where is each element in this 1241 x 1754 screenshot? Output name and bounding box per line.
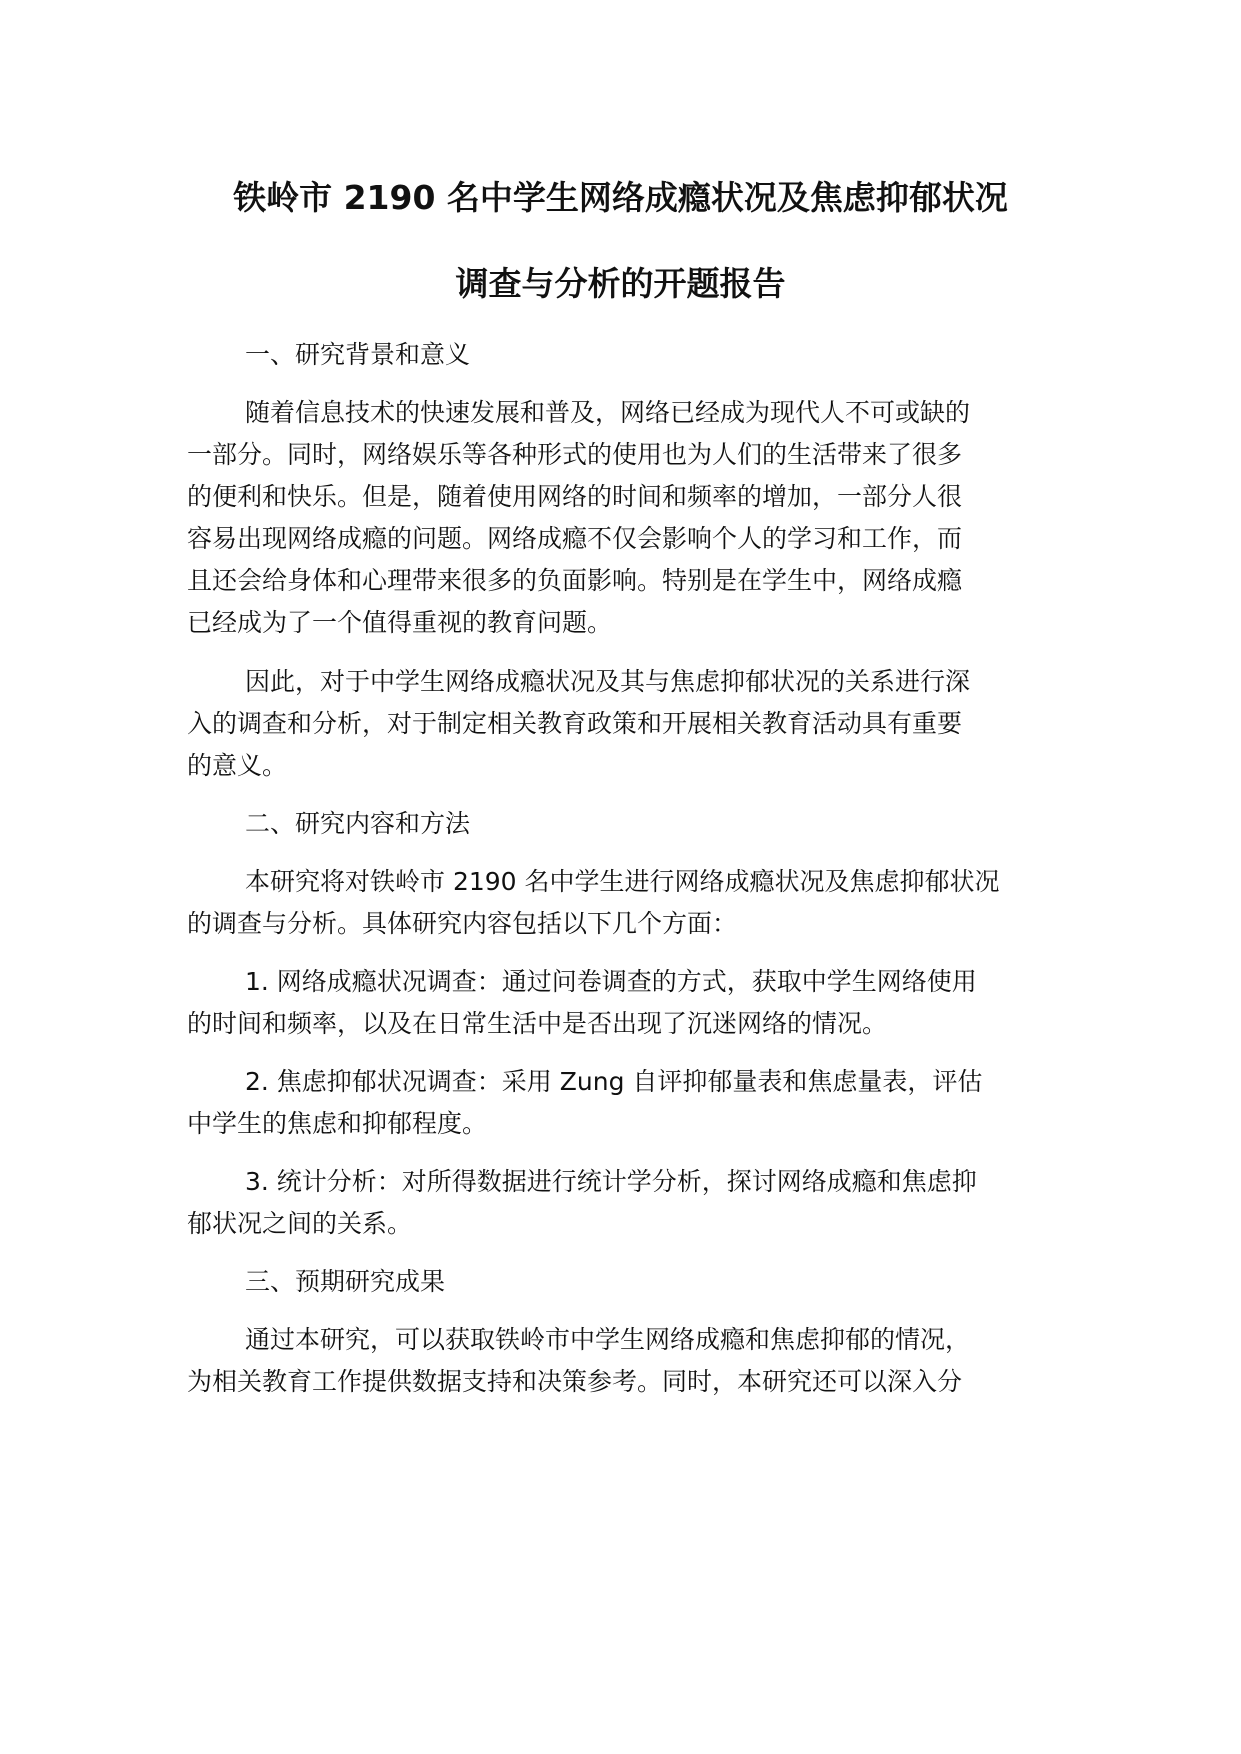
paragraph-line: 本研究将对铁岭市 2190 名中学生进行网络成瘾状况及焦虑抑郁状况	[245, 867, 1000, 896]
list-item-line: 3. 统计分析：对所得数据进行统计学分析，探讨网络成瘾和焦虑抑	[245, 1167, 977, 1196]
list-item-line: 中学生的焦虑和抑郁程度。	[187, 1109, 488, 1138]
paragraph-line: 通过本研究，可以获取铁岭市中学生网络成瘾和焦虑抑郁的情况，	[245, 1325, 971, 1354]
section-heading-methods: 二、研究内容和方法	[245, 809, 471, 838]
list-item-line: 1. 网络成瘾状况调查：通过问卷调查的方式，获取中学生网络使用	[245, 967, 977, 996]
list-item-line: 郁状况之间的关系。	[187, 1209, 413, 1238]
paragraph-line: 为相关教育工作提供数据支持和决策参考。同时，本研究还可以深入分	[187, 1367, 963, 1396]
paragraph-line: 一部分。同时，网络娱乐等各种形式的使用也为人们的生活带来了很多	[187, 440, 963, 469]
paragraph-line: 的便利和快乐。但是，随着使用网络的时间和频率的增加，一部分人很	[187, 482, 963, 511]
section-heading-outcomes: 三、预期研究成果	[245, 1267, 446, 1296]
paragraph-line: 的调查与分析。具体研究内容包括以下几个方面：	[187, 909, 738, 938]
paragraph-line: 因此，对于中学生网络成瘾状况及其与焦虑抑郁状况的关系进行深	[245, 667, 971, 696]
paragraph-line: 已经成为了一个值得重视的教育问题。	[187, 608, 613, 637]
section-heading-background: 一、研究背景和意义	[245, 340, 471, 369]
document-title-line-1: 铁岭市 2190 名中学生网络成瘾状况及焦虑抑郁状况	[233, 178, 1008, 217]
paragraph-line: 容易出现网络成瘾的问题。网络成瘾不仅会影响个人的学习和工作，而	[187, 524, 963, 553]
list-item-line: 的时间和频率，以及在日常生活中是否出现了沉迷网络的情况。	[187, 1009, 888, 1038]
document-title-line-2: 调查与分析的开题报告	[455, 264, 786, 303]
paragraph-line: 入的调查和分析，对于制定相关教育政策和开展相关教育活动具有重要	[187, 709, 963, 738]
paragraph-line: 随着信息技术的快速发展和普及，网络已经成为现代人不可或缺的	[245, 398, 971, 427]
list-item-line: 2. 焦虑抑郁状况调查：采用 Zung 自评抑郁量表和焦虑量表，评估	[245, 1067, 983, 1096]
paragraph-line: 且还会给身体和心理带来很多的负面影响。特别是在学生中，网络成瘾	[187, 566, 963, 595]
paragraph-line: 的意义。	[187, 751, 288, 780]
